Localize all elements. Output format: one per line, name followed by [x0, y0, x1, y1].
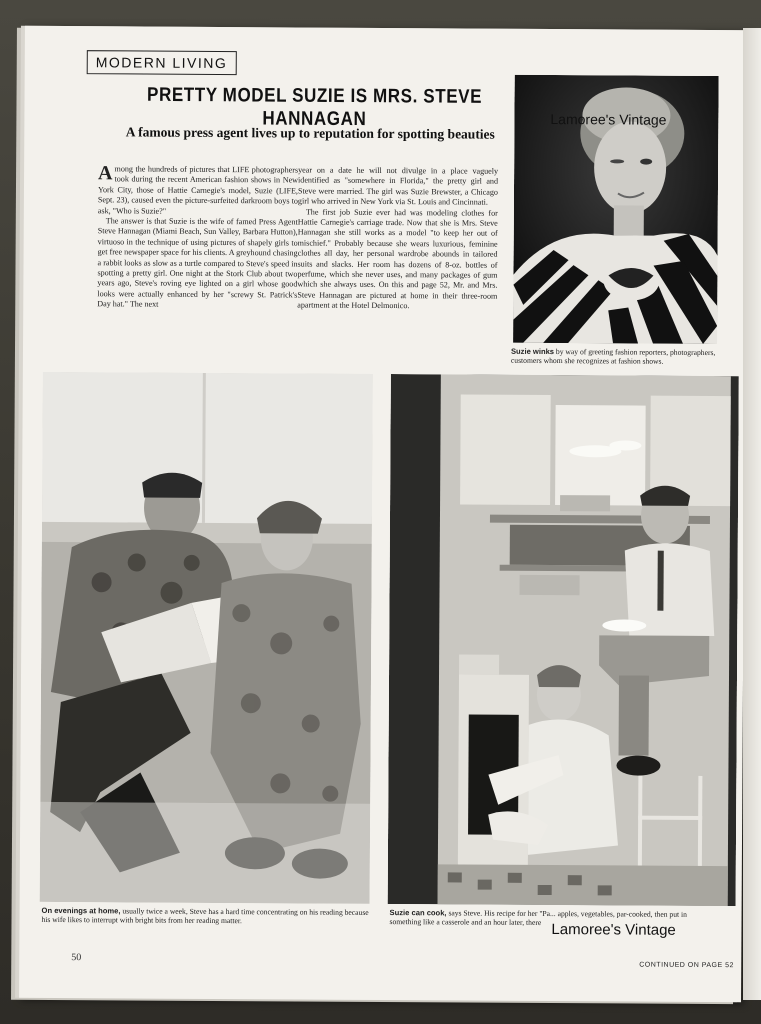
headline: PRETTY MODEL SUZIE IS MRS. STEVE HANNAGAN [146, 83, 483, 130]
article-paragraph: year on a date he will not divulge in a place vaguely identified as "somewhere in Florida," the pretty girl and Steve were married. The girl was Suzie Brewster, a Chicago girl who arrived in New York via St. Louis and Cincinnati. [297, 165, 499, 207]
caption-text: usually twice a week, Steve has a hard time concentrating on his reading because his wife likes to interrupt with bright bits from her reading matter. [41, 906, 369, 926]
page-number: 50 [71, 952, 82, 964]
caption-bold: Suzie can cook, [389, 908, 447, 918]
section-label: MODERN LIVING [87, 50, 237, 75]
caption-portrait [511, 347, 721, 367]
caption-text: says Steve. His recipe for her "Pa... apples, vegetables, par-cooked, then put in something like a casserole and an hour later, there [389, 908, 687, 928]
caption-bold: Suzie winks [510, 346, 555, 357]
couple-reading-photo [40, 372, 373, 904]
article-column-2 [297, 165, 498, 312]
magazine-page [19, 26, 747, 1002]
watermark-top: Lamoree's Vintage [550, 111, 667, 128]
watermark-bottom: Lamoree's Vintage [551, 921, 676, 939]
caption-text: by way of greeting fashion reporters, photographers, customers whom she recognizes at fashion shows. [510, 347, 716, 367]
caption-bold: On evenings at home, [41, 905, 121, 916]
caption-couple [41, 906, 371, 927]
next-page-edge [743, 28, 761, 1000]
caption-kitchen [389, 908, 689, 929]
article-paragraph: The answer is that Suzie is the wife of famed Press Agent Steve Hannagan (Miami Beach, Sun Valley, Barbara Hutton), virtuoso in the technique of using pictures of shapely girls to get free newspaper space for his clients. A greyhound chasing a rabbit looks as slow as a turtle compared to Steve's speed in spotting a pretty girl. One night at the Stork Club about two years ago, Steve's roving eye lighted on a girl whose good looks were actually enhanced by her "screwy St. Patrick's Day hat." The next [97, 216, 298, 309]
subheadline: A famous press agent lives up to reputation for spotting beauties [125, 124, 495, 142]
article-paragraph: mong the hundreds of pictures that LIFE photographers took during the recent American fashion shows in New York City, those of Hattie Carnegie's model, Suzie (LIFE, Sept. 23), caused even the picture-surfeited darkroom boys to ask, "Who is Suzie?" [97, 164, 299, 216]
continued-notice: CONTINUED ON PAGE 52 [639, 961, 734, 970]
article-paragraph: The first job Suzie ever had was modeling clothes for Hattie Carnegie's carriage trade. Now that she is Mrs. Steve Hannagan she still works as a model "to keep her out of mischief." Probably because she wears luxurious, feminine clothes all day, her personal wardrobe abounds in tailored suits and slacks. Her room has dozens of 8-oz. bottles of perfume, which she never uses, and many packages of gum which she always uses. On this and page 52, Mr. and Mrs. Steve Hannagan are pictured at home in their three-room apartment at the Hotel Delmonico. [297, 207, 498, 311]
article-column-1 [97, 164, 298, 311]
drop-cap: A [98, 162, 113, 185]
kitchen-photo [388, 374, 739, 906]
